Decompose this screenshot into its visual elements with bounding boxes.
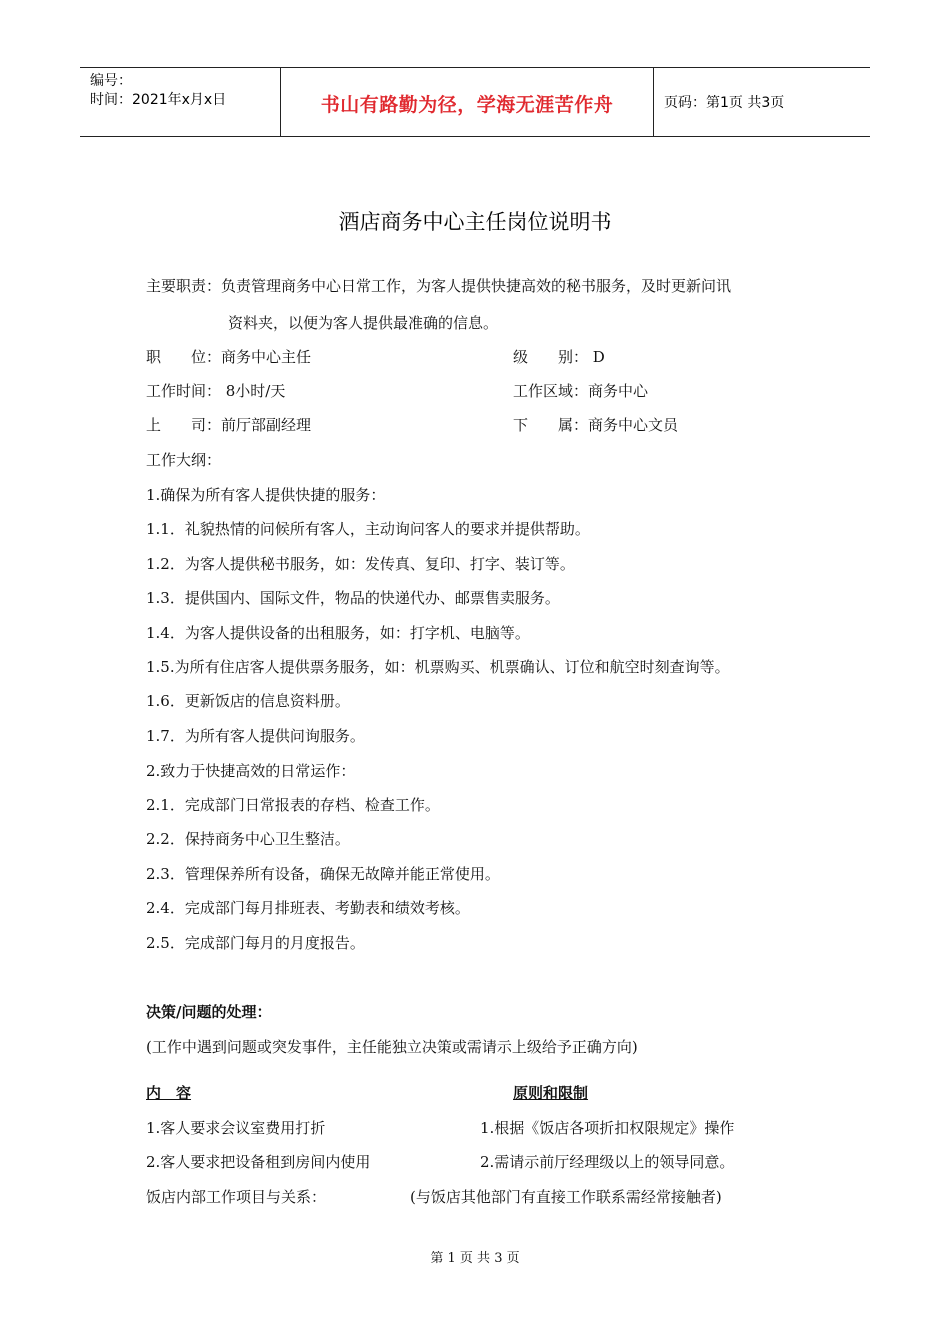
decision-principle-cell: 1.根据《饭店各项折扣权限规定》操作	[480, 1119, 735, 1137]
decision-principle-cell: 2.需请示前厅经理级以上的领导同意。	[480, 1153, 735, 1171]
outline-item: 2.致力于快捷高效的日常运作：	[146, 762, 356, 780]
header-motto: 书山有路勤为径，学海无涯苦作舟	[320, 94, 614, 116]
header-page-info: 页码：第1页 共3页	[664, 95, 785, 111]
document-number-label: 编号：	[90, 73, 132, 89]
outline-item: 1.2．为客人提供秘书服务，如：发传真、复印、打字、装订等。	[146, 555, 575, 573]
outline-item: 1.5.为所有住店客人提供票务服务，如：机票购买、机票确认、订位和航空时刻查询等。	[146, 658, 730, 676]
outline-item: 2.2．保持商务中心卫生整洁。	[146, 830, 350, 848]
decision-content-cell: 1.客人要求会议室费用打折	[146, 1119, 326, 1137]
position-field: 职 位：商务中心主任	[146, 348, 312, 366]
page-footer: 第 1 页 共 3 页	[430, 1251, 520, 1266]
internal-relations-label: 饭店内部工作项目与关系：	[146, 1188, 327, 1206]
decision-note: (工作中遇到问题或突发事件，主任能独立决策或需请示上级给予正确方向)	[146, 1038, 638, 1056]
outline-item: 2.4．完成部门每月排班表、考勤表和绩效考核。	[146, 899, 470, 917]
work-hours-field: 工作时间： 8小时/天	[146, 382, 286, 400]
header-page-cell	[654, 68, 870, 136]
outline-item: 1.7．为所有客人提供问询服务。	[146, 727, 365, 745]
superior-field: 上 司：前厅部副经理	[146, 416, 312, 434]
work-area-field: 工作区域：商务中心	[513, 382, 649, 400]
outline-item: 1.6．更新饭店的信息资料册。	[146, 692, 350, 710]
page-header	[80, 67, 870, 137]
content-column-header: 内 容	[146, 1084, 192, 1102]
principle-column-header: 原则和限制	[513, 1084, 589, 1102]
main-duty-line-1: 主要职责：负责管理商务中心日常工作，为客人提供快捷高效的秘书服务，及时更新问讯	[146, 277, 732, 295]
outline-item: 1.1．礼貌热情的问候所有客人，主动询问客人的要求并提供帮助。	[146, 520, 590, 538]
outline-item: 2.5．完成部门每月的月度报告。	[146, 934, 365, 952]
main-duty-line-2: 资料夹，以便为客人提供最准确的信息。	[228, 314, 499, 332]
document-time-label: 时间：2021年x月x日	[90, 92, 227, 108]
outline-item: 1.确保为所有客人提供快捷的服务：	[146, 486, 386, 504]
outline-item: 1.3．提供国内、国际文件，物品的快递代办、邮票售卖服务。	[146, 589, 560, 607]
outline-item: 2.1．完成部门日常报表的存档、检查工作。	[146, 796, 440, 814]
work-outline-label: 工作大纲：	[146, 451, 222, 469]
outline-item: 2.3．管理保养所有设备，确保无故障并能正常使用。	[146, 865, 500, 883]
subordinate-field: 下 属：商务中心文员	[513, 416, 679, 434]
decision-content-cell: 2.客人要求把设备租到房间内使用	[146, 1153, 371, 1171]
document-title: 酒店商务中心主任岗位说明书	[338, 210, 612, 234]
outline-item: 1.4．为客人提供设备的出租服务，如：打字机、电脑等。	[146, 624, 530, 642]
level-field: 级 别： D	[513, 348, 605, 366]
header-meta-cell	[80, 68, 281, 136]
header-motto-cell	[281, 68, 654, 136]
internal-relations-note: (与饭店其他部门有直接工作联系需经常接触者)	[410, 1188, 722, 1206]
decision-heading: 决策/问题的处理：	[146, 1003, 272, 1021]
